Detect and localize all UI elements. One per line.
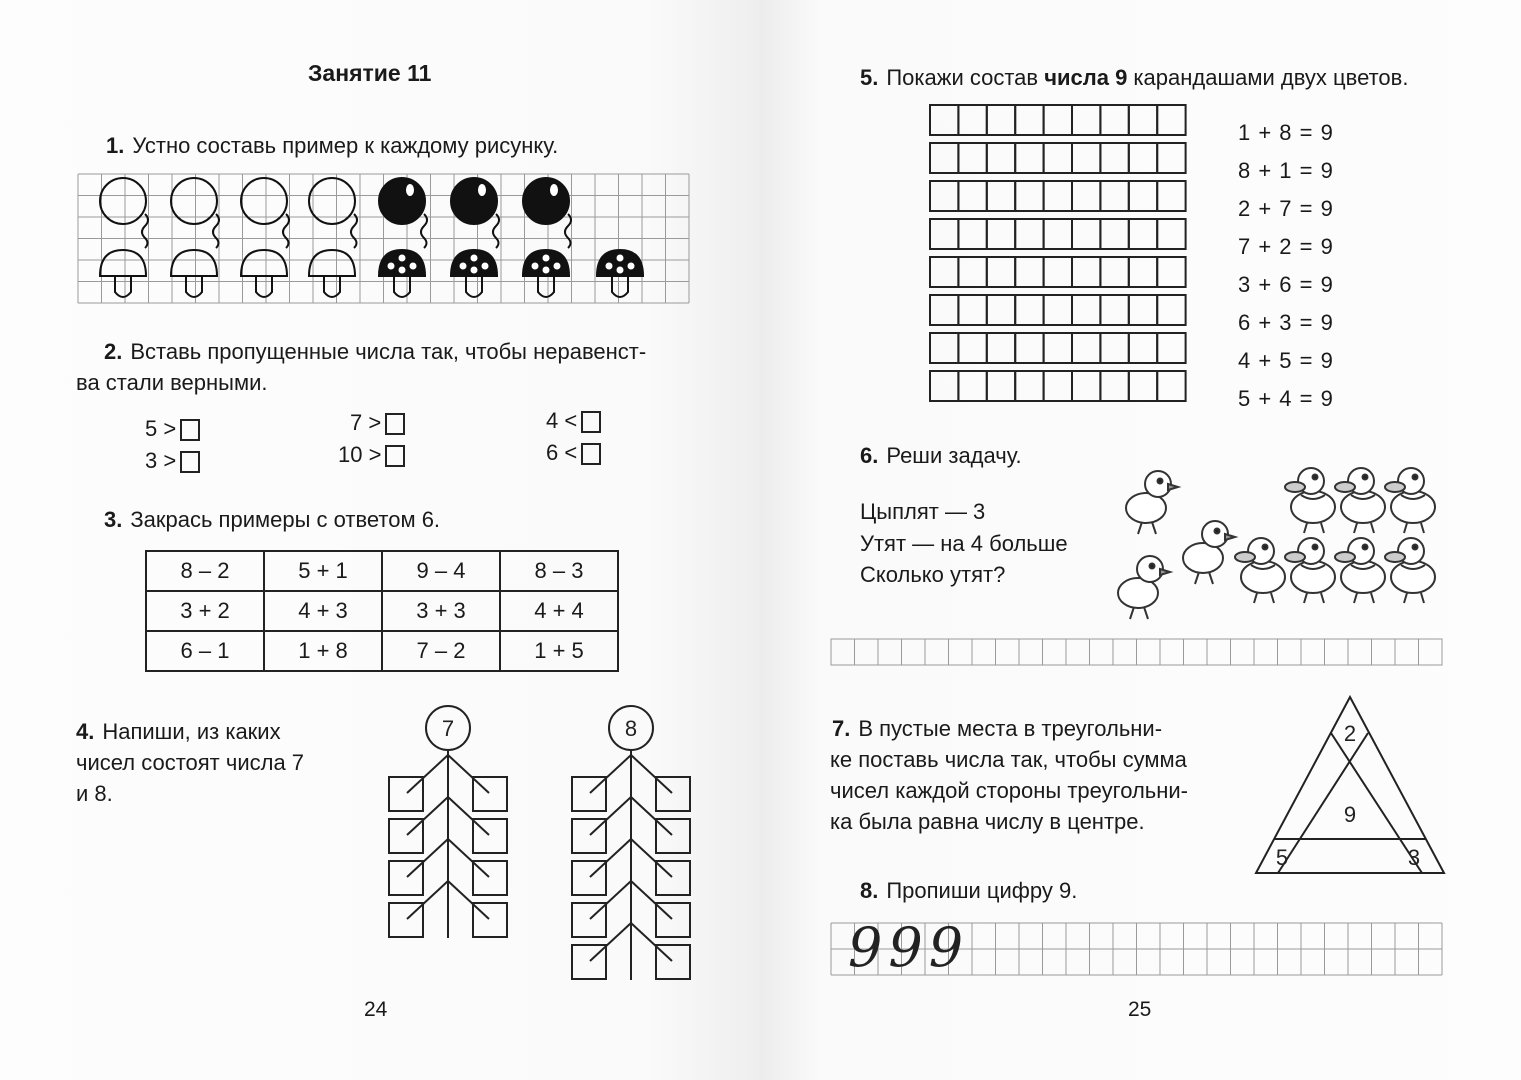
strip-cell	[1072, 257, 1100, 287]
equation: 7 + 2 = 9	[1238, 234, 1334, 259]
strip-cell	[987, 143, 1015, 173]
strip-cell	[987, 181, 1015, 211]
tree-number: 7	[441, 716, 455, 741]
strip-cell	[1015, 181, 1043, 211]
equation: 3 + 6 = 9	[1238, 272, 1334, 297]
task4-line1: 4. Напиши, из каких	[76, 719, 281, 744]
mushroom-spot-icon	[543, 267, 550, 274]
balloon-icon	[451, 178, 497, 224]
strip-cell	[1157, 333, 1185, 363]
example-cell[interactable]: 3 + 3	[382, 591, 500, 631]
example-cell[interactable]: 1 + 5	[500, 631, 618, 671]
equation: 5 + 4 = 9	[1238, 386, 1334, 411]
strip-cell	[1129, 295, 1157, 325]
strip-cell	[987, 371, 1015, 401]
mushroom-stem-icon	[186, 276, 202, 297]
task7-line2: ке поставь числа так, чтобы сумма	[830, 747, 1187, 772]
coloring-strips	[928, 103, 1188, 413]
mushroom-stem-icon	[466, 276, 482, 297]
strip-cell	[1129, 333, 1157, 363]
task1-heading	[106, 130, 558, 161]
strip-cell	[1129, 181, 1157, 211]
mushroom-spot-icon	[606, 263, 613, 270]
task-number: 4.	[76, 719, 95, 744]
strip-cell	[987, 219, 1015, 249]
strip-cell	[1157, 105, 1185, 135]
task3-text: Закрась примеры с ответом 6.	[130, 507, 441, 532]
table-row	[146, 551, 618, 591]
strip-cell	[1072, 371, 1100, 401]
balloon-icon	[523, 178, 569, 224]
strip-cell	[1100, 181, 1128, 211]
inequality: 7 >	[350, 410, 405, 436]
triangle-right-number: 3	[1407, 845, 1421, 870]
answer-box[interactable]	[581, 411, 601, 433]
task-number: 2.	[104, 339, 123, 364]
balloon-string-icon	[421, 214, 427, 248]
example-cell[interactable]: 4 + 4	[500, 591, 618, 631]
task2-line1: Вставь пропущенные числа так, чтобы неравенст-	[130, 339, 647, 364]
answer-box[interactable]	[180, 419, 200, 441]
example-cell[interactable]: 3 + 2	[146, 591, 264, 631]
chicks-and-ducklings-illustration	[1108, 455, 1448, 630]
example-cell[interactable]: 4 + 3	[264, 591, 382, 631]
balloon-string-icon	[142, 214, 148, 248]
strip-cell	[930, 181, 958, 211]
strip-cell	[930, 333, 958, 363]
example-cell[interactable]: 5 + 1	[264, 551, 382, 591]
strip-cell	[1072, 143, 1100, 173]
strip-cell	[1015, 371, 1043, 401]
mushroom-spot-icon	[471, 267, 478, 274]
strip-cell	[958, 219, 986, 249]
equation: 1 + 8 = 9	[1238, 120, 1334, 145]
balloon-string-icon	[213, 214, 219, 248]
strip-cell	[1129, 371, 1157, 401]
duckling-icon	[1285, 468, 1335, 533]
balloon-shine-icon	[550, 184, 558, 196]
balloon-mushroom-grid	[76, 170, 696, 305]
task2-line2: ва стали верными.	[76, 370, 268, 395]
chick-icon	[1126, 471, 1178, 534]
balloon-shine-icon	[406, 184, 414, 196]
equation: 4 + 5 = 9	[1238, 348, 1334, 373]
strip-cell	[1044, 257, 1072, 287]
equation: 2 + 7 = 9	[1238, 196, 1334, 221]
equation: 6 + 3 = 9	[1238, 310, 1334, 335]
task6-heading: 6. Реши задачу.	[860, 443, 1022, 468]
task2-heading	[104, 336, 646, 367]
example-cell[interactable]: 8 – 2	[146, 551, 264, 591]
strip-cell	[1157, 219, 1185, 249]
duckling-icon	[1335, 538, 1385, 603]
task-number: 3.	[104, 507, 123, 532]
task6-line1: Цыплят — 3	[860, 499, 986, 524]
mushroom-stem-icon	[256, 276, 272, 297]
task-number: 6.	[860, 443, 879, 468]
inequality: 10 >	[338, 442, 405, 468]
strip-cell	[1072, 295, 1100, 325]
strip-cell	[1129, 257, 1157, 287]
strip-cell	[1015, 257, 1043, 287]
mushroom-spot-icon	[617, 267, 624, 274]
strip-cell	[1044, 219, 1072, 249]
strip-cell	[987, 333, 1015, 363]
duckling-icon	[1385, 538, 1435, 603]
task1-text: Устно составь пример к каждому рисунку.	[132, 133, 559, 158]
mushroom-spot-icon	[532, 263, 539, 270]
strip-cell	[958, 333, 986, 363]
mushroom-spot-icon	[628, 263, 635, 270]
mushroom-spot-icon	[399, 255, 406, 262]
task3-heading	[104, 504, 440, 535]
mushroom-spot-icon	[543, 255, 550, 262]
strip-cell	[1044, 295, 1072, 325]
chick-icon	[1118, 556, 1170, 619]
answer-grid[interactable]	[830, 638, 1446, 668]
mushroom-stem-icon	[612, 276, 628, 297]
strip-cell	[1100, 143, 1128, 173]
mushroom-stem-icon	[394, 276, 410, 297]
inequality: 3 >	[145, 448, 200, 474]
mushroom-spot-icon	[388, 263, 395, 270]
task8-heading: 8. Пропиши цифру 9.	[860, 878, 1078, 903]
strip-cell	[958, 181, 986, 211]
strip-cell	[958, 371, 986, 401]
strip-cell	[1157, 181, 1185, 211]
page-number: 25	[1128, 998, 1152, 1021]
mushroom-spot-icon	[410, 263, 417, 270]
strip-cell	[1015, 105, 1043, 135]
triangle-top-number: 2	[1343, 721, 1357, 746]
number-tree-7	[385, 700, 515, 985]
example-cell[interactable]: 7 – 2	[382, 631, 500, 671]
strip-cell	[1157, 143, 1185, 173]
strip-cell	[1129, 219, 1157, 249]
balloon-string-icon	[565, 214, 571, 248]
inequality: 4 <	[546, 408, 601, 434]
strip-cell	[1072, 333, 1100, 363]
mushroom-cap-icon	[171, 250, 217, 276]
strip-cell	[1072, 181, 1100, 211]
task5-heading: 5. Покажи состав числа 9 карандашами двух цветов.	[860, 65, 1409, 90]
task6-line2: Утят — на 4 больше	[860, 531, 1068, 556]
balloon-string-icon	[493, 214, 499, 248]
mushroom-cap-icon	[309, 250, 355, 276]
strip-cell	[1157, 295, 1185, 325]
example-cell[interactable]: 1 + 8	[264, 631, 382, 671]
triangle-left-number: 5	[1275, 845, 1289, 870]
number-tree-8	[568, 700, 698, 985]
task-number: 1.	[106, 133, 125, 158]
duckling-icon	[1385, 468, 1435, 533]
task4-line3: и 8.	[76, 781, 113, 806]
page-number: 24	[364, 998, 388, 1021]
mushroom-spot-icon	[554, 263, 561, 270]
strip-cell	[958, 143, 986, 173]
strip-cell	[930, 371, 958, 401]
strip-cell	[1072, 105, 1100, 135]
example-cell[interactable]: 6 – 1	[146, 631, 264, 671]
strip-cell	[1129, 143, 1157, 173]
strip-cell	[930, 295, 958, 325]
task6-line3: Сколько утят?	[860, 562, 1006, 587]
strip-cell	[930, 219, 958, 249]
balloon-shine-icon	[478, 184, 486, 196]
mushroom-spot-icon	[399, 267, 406, 274]
strip-cell	[958, 105, 986, 135]
strip-cell	[1157, 257, 1185, 287]
tree-number: 8	[624, 716, 638, 741]
mushroom-stem-icon	[115, 276, 131, 297]
strip-cell	[1100, 333, 1128, 363]
inequality: 5 >	[145, 416, 200, 442]
strip-cell	[1044, 105, 1072, 135]
strip-cell	[1015, 333, 1043, 363]
example-cell[interactable]: 9 – 4	[382, 551, 500, 591]
strip-cell	[1100, 371, 1128, 401]
mushroom-spot-icon	[482, 263, 489, 270]
mushroom-cap-icon	[241, 250, 287, 276]
balloon-icon	[379, 178, 425, 224]
number-triangle	[1254, 695, 1449, 875]
example-cell[interactable]: 8 – 3	[500, 551, 618, 591]
sample-digits: 999	[848, 916, 970, 979]
strip-cell	[930, 257, 958, 287]
balloon-string-icon	[351, 214, 357, 248]
task7-line1: 7. В пустые места в треугольни-	[832, 716, 1163, 741]
task-number: 8.	[860, 878, 879, 903]
answer-box[interactable]	[180, 451, 200, 473]
strip-cell	[958, 295, 986, 325]
strip-cell	[1100, 257, 1128, 287]
strip-cell	[1157, 371, 1185, 401]
strip-cell	[1129, 105, 1157, 135]
strip-cell	[1015, 219, 1043, 249]
strip-cell	[987, 295, 1015, 325]
mushroom-stem-icon	[538, 276, 554, 297]
strip-cell	[1100, 219, 1128, 249]
strip-cell	[930, 105, 958, 135]
duckling-icon	[1235, 538, 1285, 603]
strip-cell	[1100, 105, 1128, 135]
strip-cell	[930, 143, 958, 173]
task-number: 5.	[860, 65, 879, 90]
strip-cell	[1100, 295, 1128, 325]
task-number: 7.	[832, 716, 851, 741]
triangle-center-number: 9	[1343, 802, 1357, 827]
strip-cell	[958, 257, 986, 287]
strip-cell	[1044, 371, 1072, 401]
mushroom-stem-icon	[324, 276, 340, 297]
inequality: 6 <	[546, 440, 601, 466]
answer-box[interactable]	[385, 445, 405, 467]
task7-line4: ка была равна числу в центре.	[830, 809, 1145, 834]
equation: 8 + 1 = 9	[1238, 158, 1334, 183]
strip-cell	[1015, 143, 1043, 173]
table-row	[146, 631, 618, 671]
answer-box[interactable]	[581, 443, 601, 465]
mushroom-spot-icon	[471, 255, 478, 262]
strip-cell	[1072, 219, 1100, 249]
task4-line2: чисел состоят числа 7	[76, 750, 305, 775]
strip-cell	[1015, 295, 1043, 325]
mushroom-spot-icon	[617, 255, 624, 262]
mushroom-spot-icon	[460, 263, 467, 270]
strip-cell	[1044, 181, 1072, 211]
strip-cell	[987, 257, 1015, 287]
examples-table	[145, 550, 619, 672]
table-row	[146, 591, 618, 631]
duckling-icon	[1285, 538, 1335, 603]
strip-cell	[987, 105, 1015, 135]
balloon-string-icon	[283, 214, 289, 248]
mushroom-cap-icon	[100, 250, 146, 276]
lesson-title: Занятие 11	[308, 60, 432, 86]
task7-line3: чисел каждой стороны треугольни-	[830, 778, 1189, 803]
chick-icon	[1183, 521, 1235, 584]
strip-cell	[1044, 333, 1072, 363]
duckling-icon	[1335, 468, 1385, 533]
answer-box[interactable]	[385, 413, 405, 435]
strip-cell	[1044, 143, 1072, 173]
